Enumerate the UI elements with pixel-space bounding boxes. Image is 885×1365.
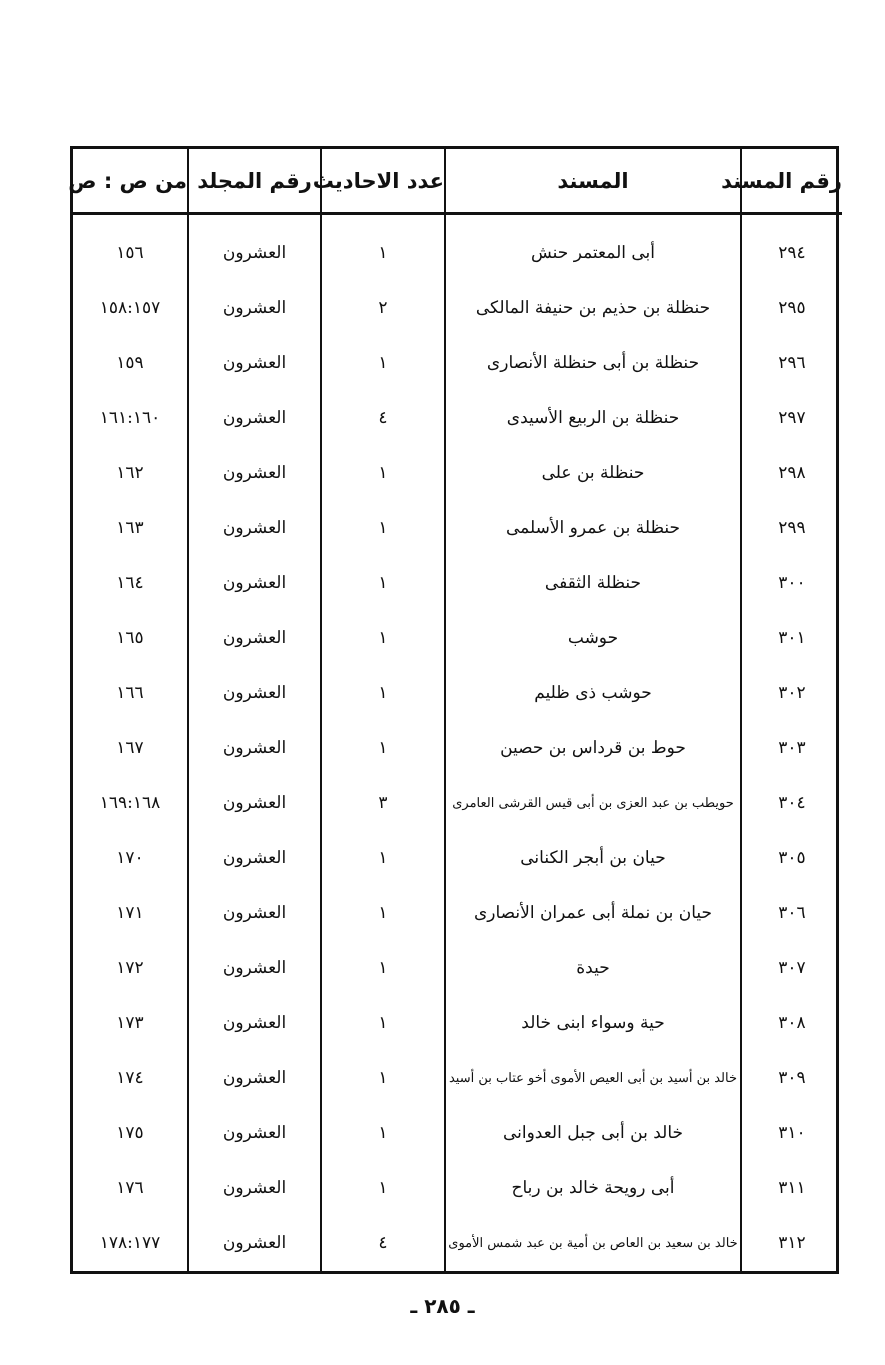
cell-musnad-name: حيدة (445, 941, 741, 996)
cell-hadith-count: ١ (321, 555, 445, 610)
cell-volume: العشرون (188, 214, 321, 281)
table-header-row (73, 149, 842, 214)
header-musnad-number: رقم المسند (741, 149, 842, 214)
cell-hadith-count: ٤ (321, 390, 445, 445)
table-row (73, 390, 842, 445)
table-row (73, 1161, 842, 1216)
table-row (73, 610, 842, 665)
cell-volume: العشرون (188, 776, 321, 831)
cell-hadith-count: ١ (321, 1106, 445, 1161)
cell-page-range: ١٥٦ (73, 214, 188, 281)
cell-hadith-count: ١ (321, 1161, 445, 1216)
cell-hadith-count: ١ (321, 335, 445, 390)
cell-hadith-count: ١ (321, 500, 445, 555)
table-row (73, 1216, 842, 1271)
cell-musnad-number: ٣٠٩ (741, 1051, 842, 1106)
cell-volume: العشرون (188, 555, 321, 610)
table-row (73, 555, 842, 610)
cell-page-range: ١٧٢ (73, 941, 188, 996)
cell-volume: العشرون (188, 665, 321, 720)
cell-musnad-number: ٣٠١ (741, 610, 842, 665)
cell-page-range: ١٦٦ (73, 665, 188, 720)
table-row (73, 1106, 842, 1161)
cell-volume: العشرون (188, 1106, 321, 1161)
cell-page-range: ١٦٥ (73, 610, 188, 665)
cell-musnad-number: ٣٠٠ (741, 555, 842, 610)
cell-volume: العشرون (188, 390, 321, 445)
cell-volume: العشرون (188, 280, 321, 335)
cell-musnad-name: حوط بن قرداس بن حصين (445, 721, 741, 776)
cell-volume: العشرون (188, 886, 321, 941)
cell-musnad-name: حيان بن نملة أبى عمران الأنصارى (445, 886, 741, 941)
cell-musnad-number: ٢٩٥ (741, 280, 842, 335)
cell-hadith-count: ٤ (321, 1216, 445, 1271)
cell-musnad-name: حنظلة بن أبى حنظلة الأنصارى (445, 335, 741, 390)
cell-hadith-count: ٣ (321, 776, 445, 831)
table-row (73, 941, 842, 996)
cell-musnad-name: حنظلة بن عمرو الأسلمى (445, 500, 741, 555)
cell-musnad-name: خالد بن أسيد بن أبى العيص الأموى أخو عتاب بن أسيد (445, 1051, 741, 1106)
header-volume-number: رقم المجلد (188, 149, 321, 214)
table-body (73, 214, 842, 1272)
cell-page-range: ١٦٣ (73, 500, 188, 555)
cell-musnad-number: ٣٠٢ (741, 665, 842, 720)
cell-volume: العشرون (188, 1216, 321, 1271)
cell-page-range: ١٦٧ (73, 721, 188, 776)
cell-musnad-number: ٢٩٨ (741, 445, 842, 500)
musnad-index-table-frame (68, 146, 842, 1274)
cell-page-range: ١٧٥ (73, 1106, 188, 1161)
cell-musnad-number: ٢٩٩ (741, 500, 842, 555)
cell-page-range: ١٥٩ (73, 335, 188, 390)
table-row (73, 665, 842, 720)
cell-musnad-name: خالد بن سعيد بن العاص بن أمية بن عبد شمس الأموى (445, 1216, 741, 1271)
table-row (73, 886, 842, 941)
musnad-index-table (68, 149, 842, 1271)
cell-musnad-number: ٣١١ (741, 1161, 842, 1216)
cell-hadith-count: ١ (321, 941, 445, 996)
cell-musnad-number: ٣٠٤ (741, 776, 842, 831)
cell-musnad-number: ٣١٠ (741, 1106, 842, 1161)
table-row (73, 1051, 842, 1106)
header-page-range: من ص : ص (73, 149, 188, 214)
cell-musnad-number: ٣٠٥ (741, 831, 842, 886)
cell-hadith-count: ١ (321, 831, 445, 886)
cell-page-range: ١٧٠ (73, 831, 188, 886)
cell-page-range: ١٦٤ (73, 555, 188, 610)
cell-page-range: ١٥٨:١٥٧ (73, 280, 188, 335)
cell-hadith-count: ١ (321, 214, 445, 281)
table-row (73, 280, 842, 335)
cell-musnad-name: خالد بن أبى جبل العدوانى (445, 1106, 741, 1161)
cell-hadith-count: ١ (321, 665, 445, 720)
table-row (73, 831, 842, 886)
header-hadith-count: عدد الاحاديث (321, 149, 445, 214)
cell-musnad-number: ٢٩٧ (741, 390, 842, 445)
cell-musnad-number: ٣٠٦ (741, 886, 842, 941)
cell-volume: العشرون (188, 941, 321, 996)
cell-musnad-name: حنظلة بن حذيم بن حنيفة المالكى (445, 280, 741, 335)
cell-volume: العشرون (188, 831, 321, 886)
table-row (73, 996, 842, 1051)
cell-volume: العشرون (188, 996, 321, 1051)
cell-volume: العشرون (188, 610, 321, 665)
cell-musnad-name: حنظلة بن على (445, 445, 741, 500)
cell-page-range: ١٧٣ (73, 996, 188, 1051)
table-row (73, 445, 842, 500)
table-row (73, 214, 842, 281)
cell-musnad-number: ٢٩٦ (741, 335, 842, 390)
cell-musnad-name: أبى المعتمر حنش (445, 214, 741, 281)
cell-musnad-name: حنظلة الثقفى (445, 555, 741, 610)
cell-volume: العشرون (188, 335, 321, 390)
cell-musnad-name: حية وسواء ابنى خالد (445, 996, 741, 1051)
cell-musnad-name: حنظلة بن الربيع الأسيدى (445, 390, 741, 445)
table-row (73, 335, 842, 390)
cell-page-range: ١٦٢ (73, 445, 188, 500)
cell-musnad-name: أبى رويحة خالد بن رباح (445, 1161, 741, 1216)
cell-volume: العشرون (188, 1161, 321, 1216)
cell-hadith-count: ١ (321, 610, 445, 665)
cell-page-range: ١٧٤ (73, 1051, 188, 1106)
cell-hadith-count: ١ (321, 445, 445, 500)
cell-page-range: ١٧٨:١٧٧ (73, 1216, 188, 1271)
cell-musnad-name: حيان بن أبجر الكنانى (445, 831, 741, 886)
cell-page-range: ١٦١:١٦٠ (73, 390, 188, 445)
cell-musnad-number: ٣٠٧ (741, 941, 842, 996)
cell-musnad-number: ٢٩٤ (741, 214, 842, 281)
table-row (73, 776, 842, 831)
header-musnad: المسند (445, 149, 741, 214)
cell-volume: العشرون (188, 721, 321, 776)
cell-page-range: ١٧٦ (73, 1161, 188, 1216)
cell-hadith-count: ١ (321, 1051, 445, 1106)
cell-volume: العشرون (188, 1051, 321, 1106)
cell-musnad-number: ٣٠٣ (741, 721, 842, 776)
cell-hadith-count: ١ (321, 721, 445, 776)
cell-hadith-count: ١ (321, 996, 445, 1051)
cell-musnad-number: ٣٠٨ (741, 996, 842, 1051)
cell-hadith-count: ١ (321, 886, 445, 941)
cell-musnad-name: حوشب (445, 610, 741, 665)
cell-hadith-count: ٢ (321, 280, 445, 335)
page-number: ـ ٢٨٥ ـ (410, 1294, 475, 1318)
table-row (73, 721, 842, 776)
cell-volume: العشرون (188, 445, 321, 500)
cell-page-range: ١٧١ (73, 886, 188, 941)
cell-volume: العشرون (188, 500, 321, 555)
cell-page-range: ١٦٩:١٦٨ (73, 776, 188, 831)
cell-musnad-name: حويطب بن عبد العزى بن أبى قيس القرشى العامرى (445, 776, 741, 831)
cell-musnad-number: ٣١٢ (741, 1216, 842, 1271)
table-row (73, 500, 842, 555)
cell-musnad-name: حوشب ذى ظليم (445, 665, 741, 720)
